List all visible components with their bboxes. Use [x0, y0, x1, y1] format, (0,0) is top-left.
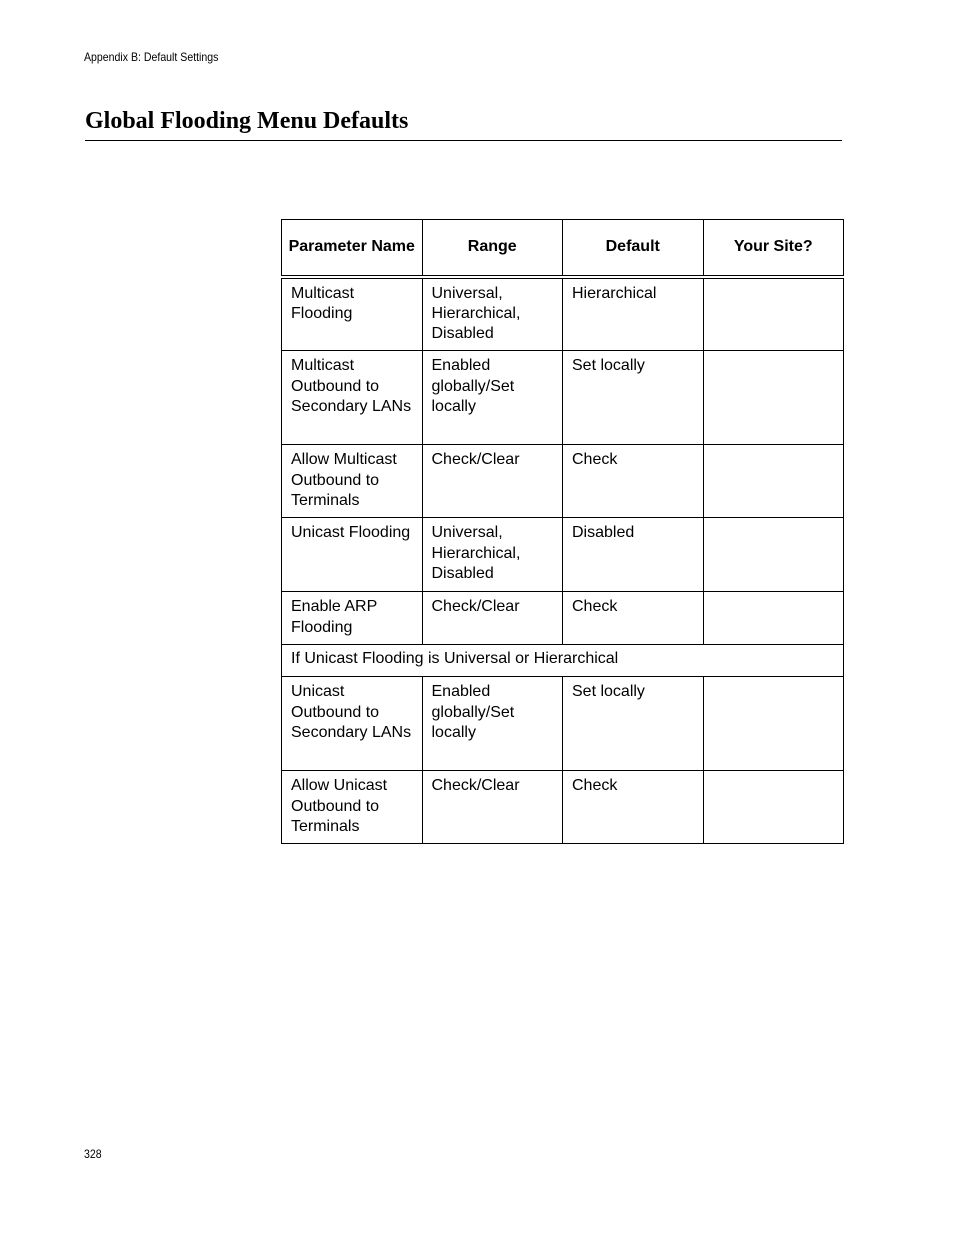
- table-row: [282, 445, 844, 518]
- condition-note: If Unicast Flooding is Universal or Hierarchical: [282, 645, 844, 677]
- cell-your-site: [703, 771, 844, 844]
- table-header-row: [282, 220, 844, 277]
- defaults-table: [281, 219, 844, 844]
- cell-parameter: Allow Multicast Outbound to Terminals: [282, 445, 423, 518]
- table-row: [282, 351, 844, 445]
- running-header: Appendix B: Default Settings: [84, 50, 219, 64]
- cell-your-site: [703, 277, 844, 351]
- page-number: 328: [84, 1147, 102, 1161]
- table-row: [282, 518, 844, 592]
- cell-your-site: [703, 677, 844, 771]
- header-parameter-name: Parameter Name: [282, 220, 423, 277]
- cell-parameter: Enable ARP Flooding: [282, 592, 423, 645]
- cell-range: Check/Clear: [422, 592, 563, 645]
- cell-default: Set locally: [563, 677, 704, 771]
- cell-range: Enabled globally/Set locally: [422, 677, 563, 771]
- cell-range: Check/Clear: [422, 771, 563, 844]
- cell-default: Set locally: [563, 351, 704, 445]
- cell-parameter: Unicast Outbound to Secondary LANs: [282, 677, 423, 771]
- cell-default: Disabled: [563, 518, 704, 592]
- table-note-row: [282, 645, 844, 677]
- cell-default: Check: [563, 445, 704, 518]
- cell-parameter: Allow Unicast Outbound to Terminals: [282, 771, 423, 844]
- cell-your-site: [703, 351, 844, 445]
- cell-range: Universal, Hierarchical, Disabled: [422, 277, 563, 351]
- title-rule: [85, 140, 842, 141]
- cell-parameter: Multicast Outbound to Secondary LANs: [282, 351, 423, 445]
- header-default: Default: [563, 220, 704, 277]
- header-range: Range: [422, 220, 563, 277]
- table-row: [282, 277, 844, 351]
- cell-range: Universal, Hierarchical, Disabled: [422, 518, 563, 592]
- header-your-site: Your Site?: [703, 220, 844, 277]
- cell-range: Check/Clear: [422, 445, 563, 518]
- table-row: [282, 592, 844, 645]
- section-title: Global Flooding Menu Defaults: [85, 108, 409, 134]
- cell-default: Check: [563, 771, 704, 844]
- cell-default: Hierarchical: [563, 277, 704, 351]
- cell-default: Check: [563, 592, 704, 645]
- cell-your-site: [703, 518, 844, 592]
- cell-range: Enabled globally/Set locally: [422, 351, 563, 445]
- cell-your-site: [703, 592, 844, 645]
- cell-your-site: [703, 445, 844, 518]
- table-row: [282, 677, 844, 771]
- cell-parameter: Unicast Flooding: [282, 518, 423, 592]
- table-row: [282, 771, 844, 844]
- cell-parameter: Multicast Flooding: [282, 277, 423, 351]
